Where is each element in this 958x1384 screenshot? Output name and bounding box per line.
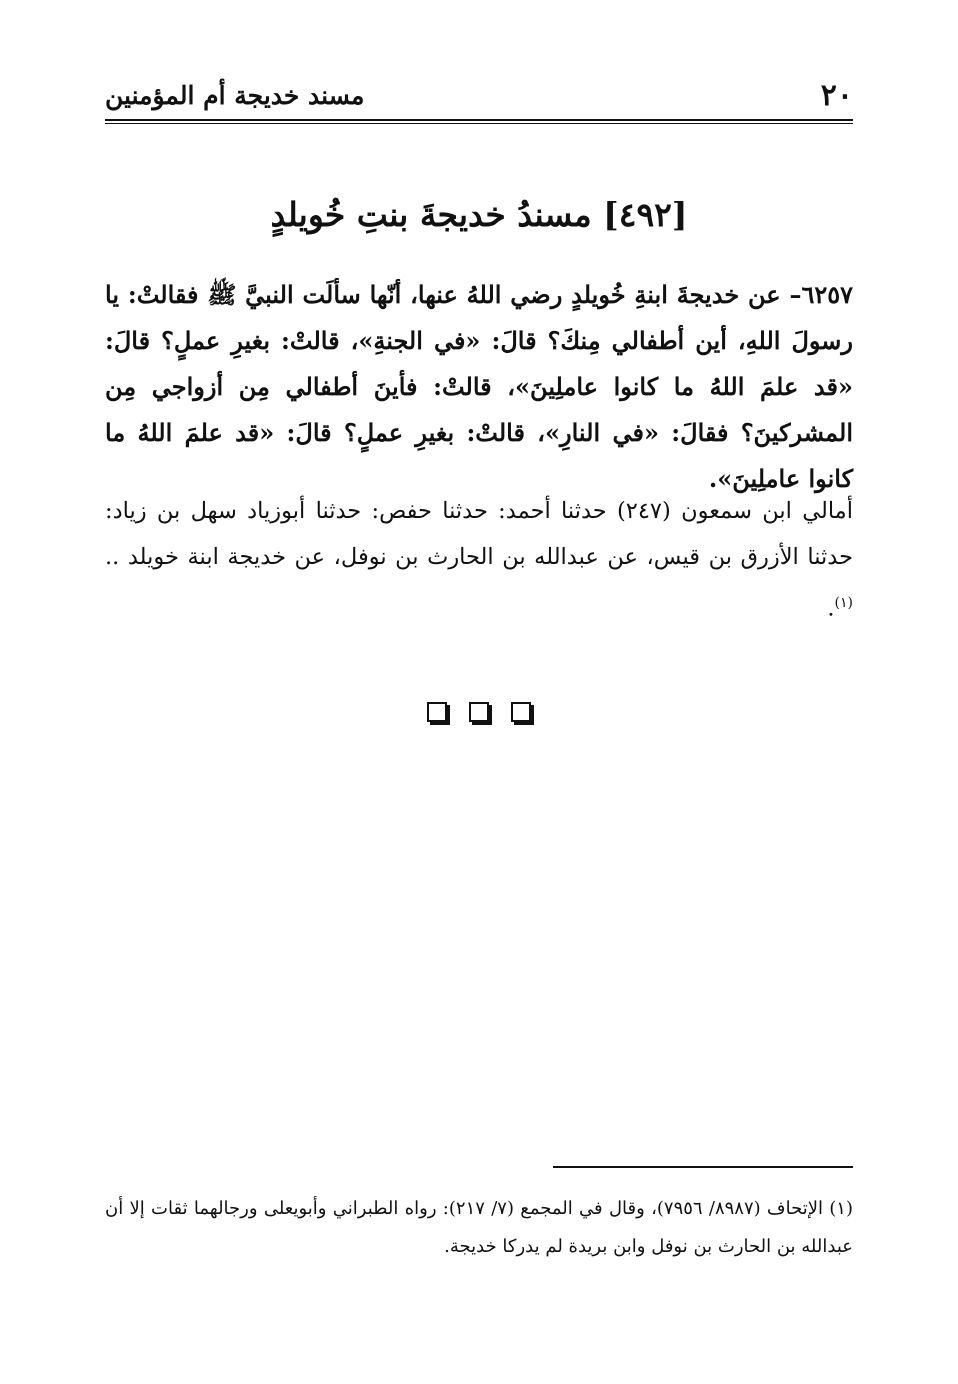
square-ornament-icon [427,702,447,722]
footnote-reference: (١) [834,595,853,611]
header-rule [105,119,853,124]
section-title: [٤٩٢] مسندُ خديجةَ بنتِ خُويلدٍ [270,195,688,234]
source-end: . [827,595,835,622]
footnote-rule [553,1166,853,1168]
running-title: مسند خديجة أم المؤمنين [105,81,365,110]
hadith-text [105,272,853,502]
source-citation [105,488,853,632]
square-ornament-icon [511,702,531,722]
footnote: (١) الإتحاف (٨٩٨٧/ ٧٩٥٦)، وقال في المجمع (٧/ ٢١٧): رواه الطبراني وأبويعلى ورجالهما ثقات إلا أن عبدالله بن الحارث بن نوفل وابن بريدة لم يدركا خديجة. [105,1198,853,1257]
section-end-ornament [0,702,958,722]
hadith-body: – عن خديجةَ ابنةِ خُويلدٍ رضي اللهُ عنها، أنّها سألَت النبيَّ ﷺ فقالتْ: يا رسولَ اللهِ، أين أطفالي مِنكَ؟ قالَ: «في الجنةِ»، قالتْ: بغيرِ عملٍ؟ قالَ: «قد علمَ اللهُ ما كانوا عاملِينَ»، قالتْ: فأينَ أطفالي مِن أزواجي مِن المشركينَ؟ فقالَ: «في النارِ»، قالتْ: بغيرِ عملٍ؟ قالَ: «قد علمَ اللهُ ما كانوا عاملِينَ». [105,280,853,493]
page-number: ٢٠ [820,78,853,113]
page-header [105,78,853,118]
square-ornament-icon [469,702,489,722]
source-text: أمالي ابن سمعون (٢٤٧) حدثنا أحمد: حدثنا حفص: حدثنا أبوزياد سهل بن زياد: حدثنا الأزرق بن قيس، عن عبدالله بن الحارث بن نوفل، عن خديجة ابنة خويلد .. [105,498,853,570]
hadith-number: ٦٢٥٧ [801,280,854,309]
